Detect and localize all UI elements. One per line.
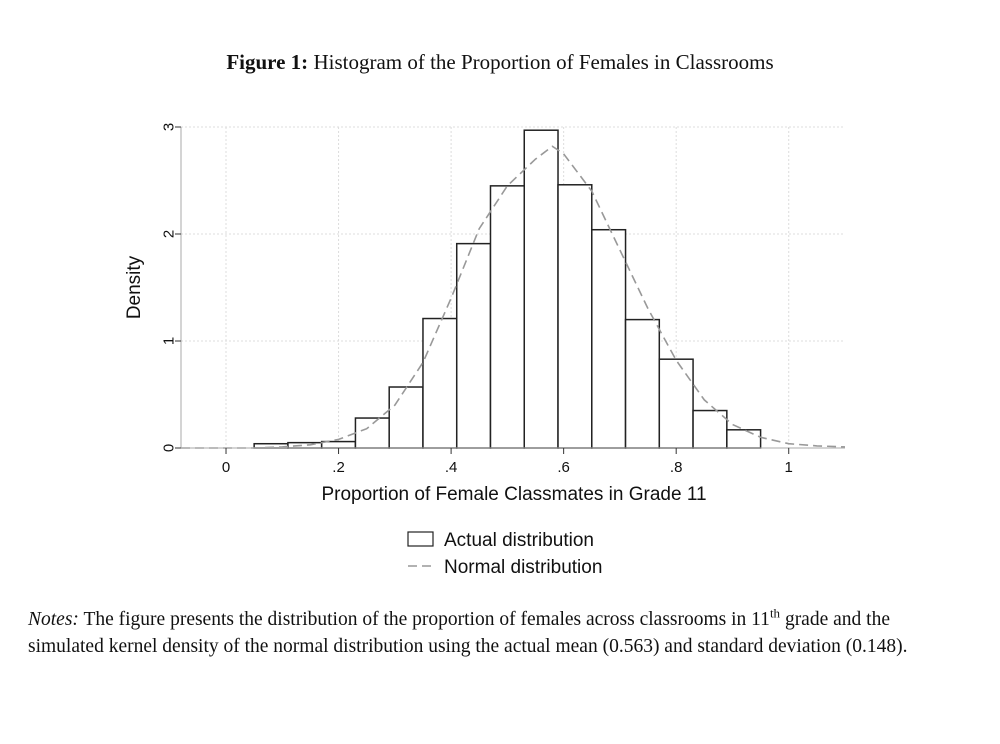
y-axis-title: Density (124, 255, 145, 320)
y-tick-label-3: 3 (160, 122, 178, 132)
histogram-bar-10 (592, 230, 626, 448)
notes-superscript: th (769, 605, 781, 621)
histogram-bar-12 (659, 359, 693, 448)
histogram-bar-5 (423, 319, 457, 448)
histogram-bar-11 (626, 320, 660, 448)
histogram-bar-2 (322, 442, 356, 448)
figure-notes (28, 606, 968, 660)
legend-bar-swatch (408, 532, 433, 546)
x-tick-label-3: .6 (557, 459, 570, 476)
x-axis-title: Proportion of Female Classmates in Grade 11 (321, 484, 707, 505)
legend-label-normal: Normal distribution (444, 557, 603, 578)
x-tick-label-5: 1 (784, 459, 793, 476)
histogram-bar-9 (558, 185, 592, 448)
histogram-bar-6 (457, 244, 491, 448)
x-tick-label-0: 0 (221, 459, 231, 476)
x-tick-label-1: .2 (332, 459, 345, 476)
histogram-bar-8 (524, 130, 558, 448)
y-tick-label-1: 1 (160, 336, 178, 346)
histogram-bar-4 (389, 387, 423, 448)
x-tick-label-4: .8 (669, 459, 683, 476)
histogram-bar-7 (490, 186, 524, 448)
notes-text-1: The figure presents the distribution of the proportion of females across classrooms in 11 (78, 609, 770, 630)
legend-label-actual: Actual distribution (444, 530, 594, 551)
notes-label: Notes: (28, 609, 79, 630)
x-tick-label-2: .4 (444, 459, 458, 476)
legend (408, 530, 602, 578)
figure-label: Figure 1: (226, 50, 309, 74)
figure-title-text: Histogram of the Proportion of Females in Classrooms (313, 50, 774, 74)
y-tick-label-2: 2 (160, 229, 178, 239)
histogram-bar-3 (355, 418, 389, 448)
histogram-bars (254, 130, 760, 448)
histogram-bar-14 (727, 430, 761, 448)
y-tick-label-0: 0 (160, 443, 178, 453)
notes-text-2: grade and the simulated kernel density of the normal distribution using the actual mean (0.563) and standard deviation (0.148). (28, 609, 908, 657)
